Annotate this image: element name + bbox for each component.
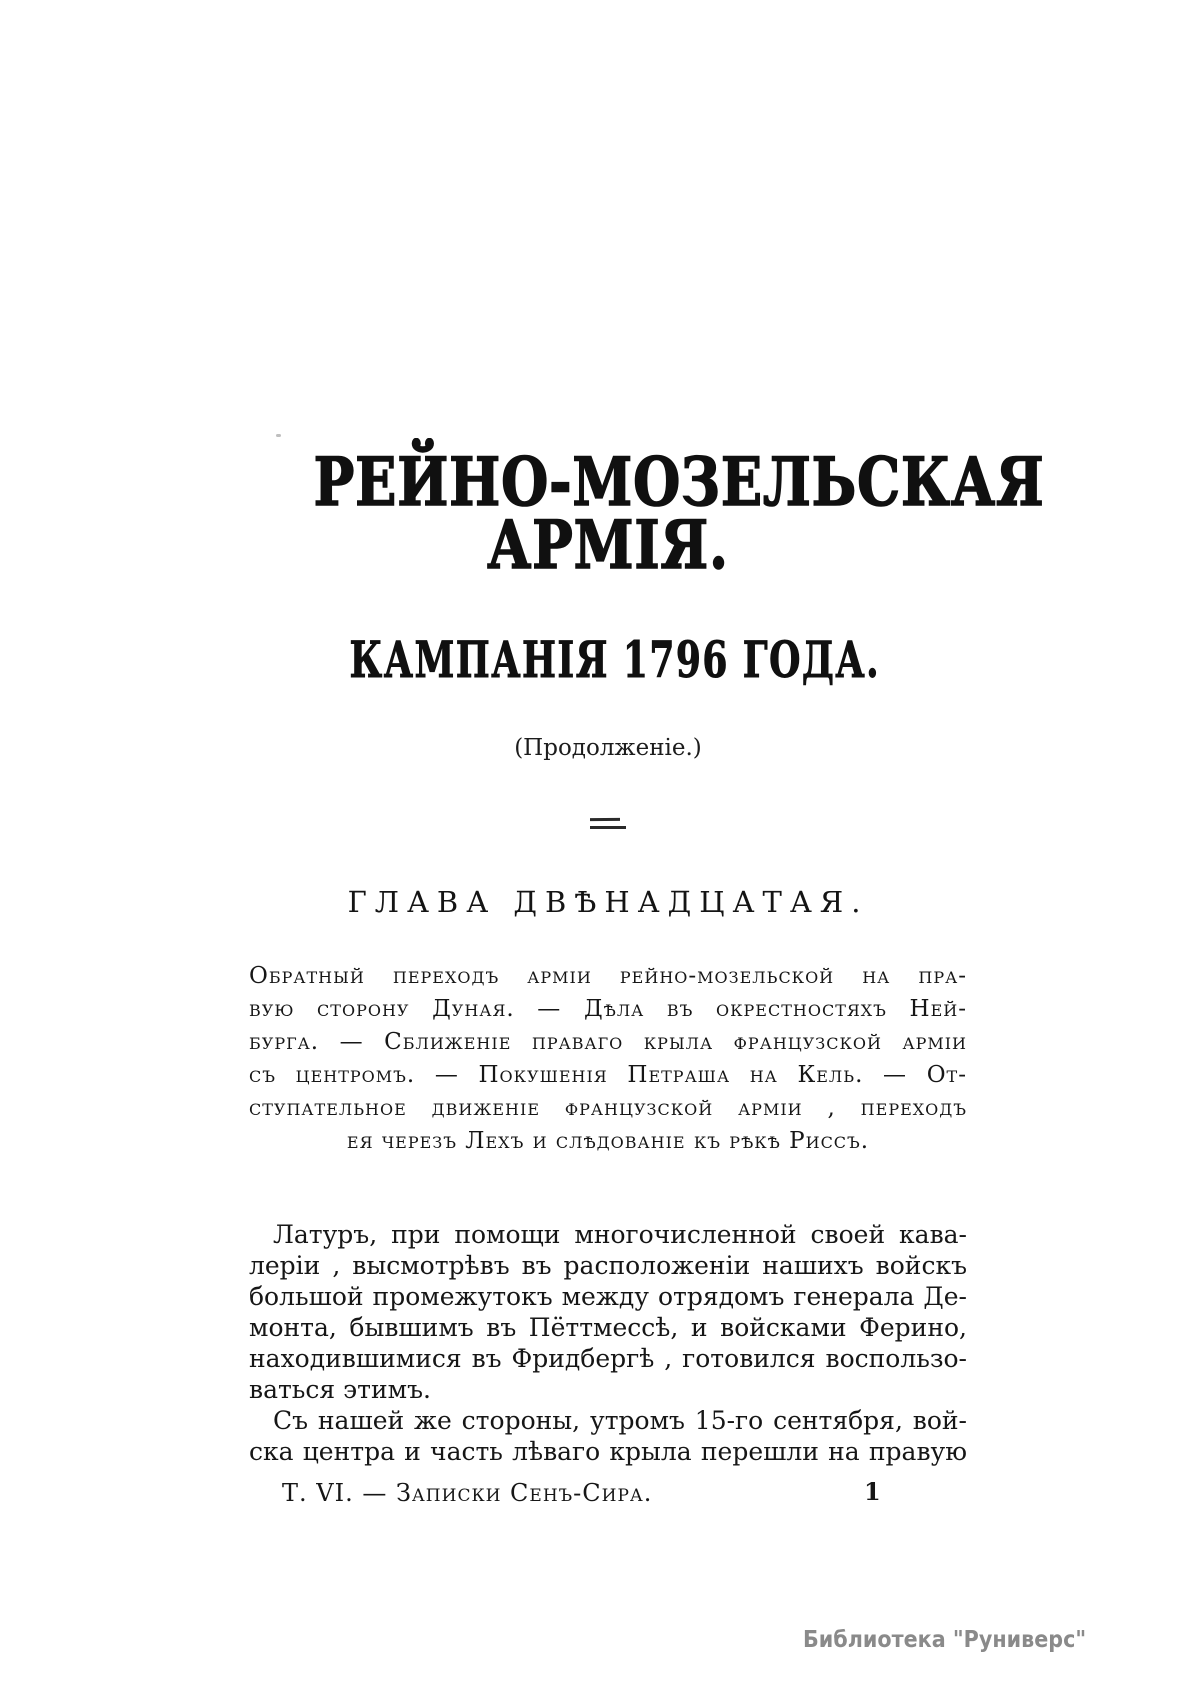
book-title-line-2: АРМІЯ. — [487, 506, 729, 584]
volume-signature: Т. VI. — Записки Сенъ-Сира. — [282, 1479, 653, 1507]
body-line: ваться этимъ. — [249, 1375, 431, 1404]
scan-speck — [276, 434, 281, 437]
body-text — [249, 1219, 967, 1467]
chapter-heading: ГЛАВА ДВѢНАДЦАТАЯ. — [347, 885, 869, 919]
summary-line: бурга. — Сближеніе праваго крыла французской арміи — [249, 1029, 967, 1055]
body-line: находившимися въ Фридбергѣ , готовился воспользо- — [249, 1344, 967, 1373]
page-number: 1 — [864, 1477, 881, 1506]
campaign-subtitle: КАМПАНІЯ 1796 ГОДА. — [349, 630, 881, 689]
summary-line-last: ея черезъ Лехъ и слѣдованіе къ рѣкѣ Риссъ. — [346, 1128, 870, 1154]
book-title — [313, 443, 1045, 584]
body-line: монта, бывшимъ въ Пёттмессѣ, и войсками Ферино, — [249, 1313, 967, 1342]
divider-bar-bottom — [590, 826, 626, 829]
body-line: большой промежутокъ между отрядомъ генерала Де- — [249, 1282, 967, 1311]
body-line: ска центра и часть лѣваго крыла перешли на правую — [249, 1437, 967, 1466]
body-line: Латуръ, при помощи многочисленной своей кава- — [273, 1220, 967, 1249]
chapter-summary — [249, 960, 967, 1158]
body-line: леріи , высмотрѣвъ въ расположеніи нашихъ войскъ — [249, 1251, 967, 1280]
runivers-watermark: Библиотека "Руниверс" — [803, 1627, 1087, 1653]
divider-bar-top — [590, 818, 620, 821]
summary-line: вую сторону Дуная. — Дѣла въ окрестностяхъ Ней- — [249, 996, 967, 1022]
body-line: Съ нашей же стороны, утромъ 15-го сентября, вой- — [273, 1406, 967, 1435]
summary-line: съ центромъ. — Покушенія Петраша на Кель. — От- — [249, 1062, 967, 1088]
summary-line: Обратный переходъ арміи рейно-мозельской на пра- — [249, 963, 967, 989]
continuation-note: (Продолженіе.) — [514, 735, 702, 761]
section-divider — [249, 818, 967, 829]
summary-line: ступательное движеніе французской арміи , переходъ — [249, 1095, 967, 1121]
book-title-line-1: РЕЙНО-МОЗЕЛЬСКАЯ — [313, 443, 1045, 521]
